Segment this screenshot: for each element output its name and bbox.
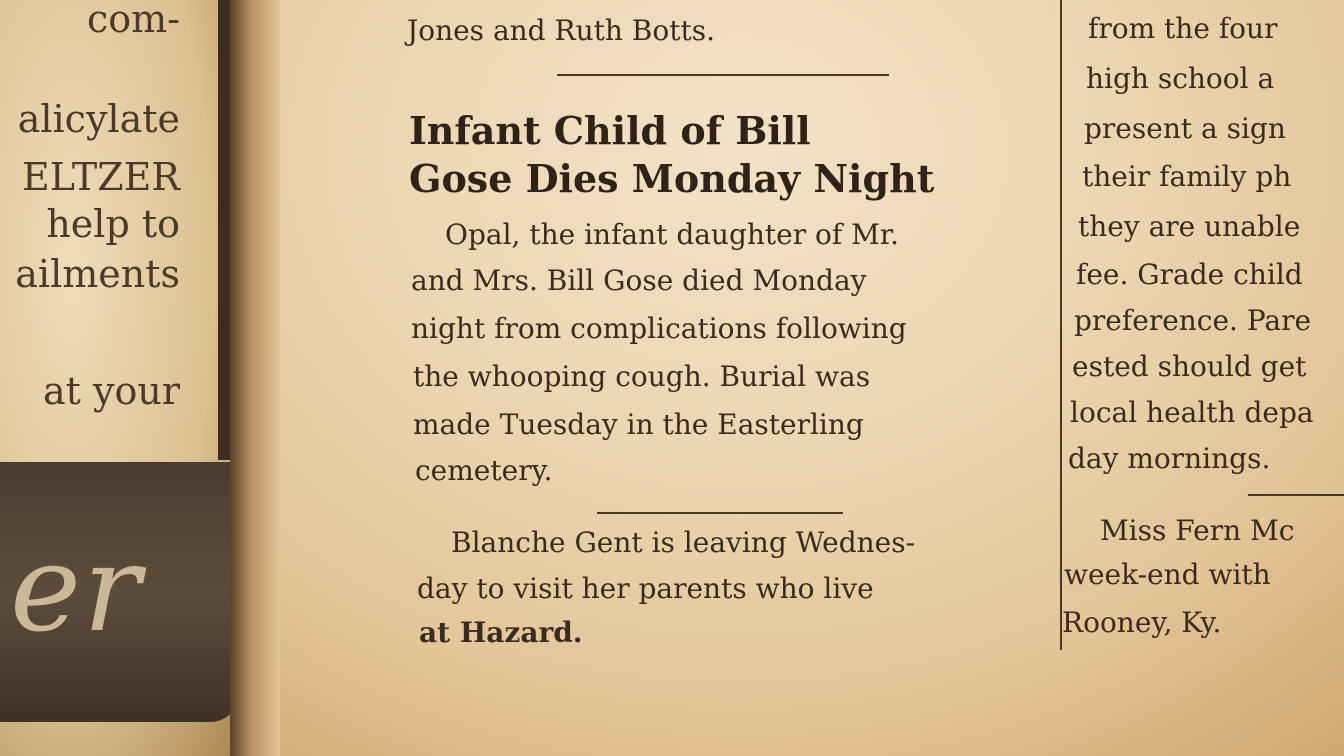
story-line: the whooping cough. Burial was [413, 360, 871, 393]
right-text-line: present a sign [1084, 112, 1286, 145]
right-text-line: they are unable [1078, 210, 1301, 243]
brief-line: day to visit her parents who live [417, 572, 874, 605]
left-text-line: at your [43, 369, 180, 413]
right-text-line: local health depa [1070, 396, 1314, 429]
right-text-line: preference. Pare [1074, 304, 1312, 337]
story-line: and Mrs. Bill Gose died Monday [411, 264, 867, 297]
right-text-line: fee. Grade child [1076, 258, 1303, 291]
left-page [0, 0, 238, 756]
separator-rule [557, 74, 889, 76]
brief-line: at Hazard. [419, 616, 583, 649]
right-text-line: Miss Fern Mc [1100, 514, 1295, 547]
book-gutter [230, 0, 280, 756]
right-text-line: Rooney, Ky. [1062, 606, 1222, 639]
left-text-line: ailments [15, 252, 180, 296]
story-line: night from complications following [411, 312, 907, 345]
right-text-line: their family ph [1082, 160, 1292, 193]
advertisement-logo-text: er [10, 520, 143, 659]
left-text-line: com- [86, 0, 180, 41]
separator-rule [597, 512, 843, 514]
left-text-line: ELTZER [22, 155, 180, 199]
story-line: Opal, the infant daughter of Mr. [445, 218, 900, 251]
right-column [1062, 0, 1344, 756]
headline-line: Infant Child of Bill [409, 108, 811, 153]
right-text-line: high school a [1086, 62, 1275, 95]
right-text-line: from the four [1088, 12, 1278, 45]
separator-rule [1248, 494, 1344, 496]
right-text-line: week-end with [1064, 558, 1271, 591]
right-text-line: day mornings. [1068, 442, 1271, 475]
story-line: made Tuesday in the Easterling [413, 408, 864, 441]
story-line: cemetery. [415, 454, 553, 487]
left-text-line: help to [46, 202, 180, 246]
top-line: Jones and Ruth Botts. [407, 14, 716, 47]
left-text-line: alicylate [17, 97, 180, 141]
headline-line: Gose Dies Monday Night [409, 156, 935, 201]
right-text-line: ested should get [1072, 350, 1307, 383]
brief-line: Blanche Gent is leaving Wednes- [451, 526, 916, 559]
